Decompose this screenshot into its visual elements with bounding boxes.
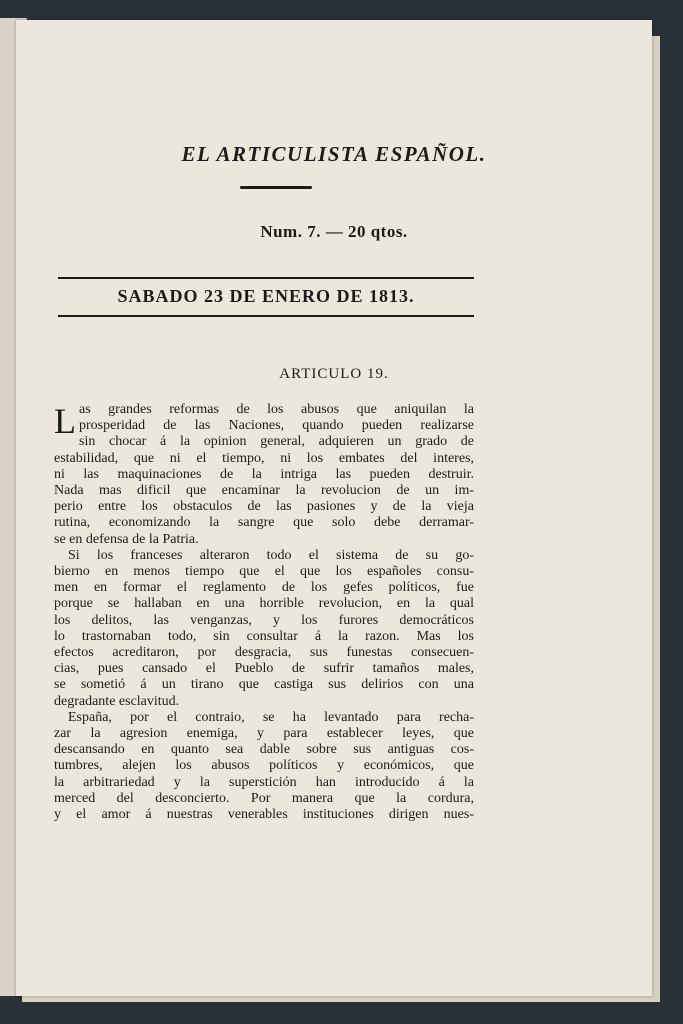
issue-date: SABADO 23 DE ENERO DE 1813. (117, 286, 415, 306)
text-line: tumbres, alejen los abusos políticos y económicos, que (54, 758, 474, 774)
top-rule (58, 277, 474, 279)
text-line: la arbitrariedad y la superstición han introducido á la (54, 774, 474, 790)
text-line: se en defensa de la Patria. (54, 531, 199, 547)
text-line: bierno en menos tiempo que el que los españoles consu- (54, 564, 474, 580)
text-line: degradante esclavitud. (54, 693, 180, 709)
masthead-title: EL ARTICULISTA ESPAÑOL. (181, 142, 487, 166)
text-line: estabilidad, que ni el tiempo, ni los embates del interes, (54, 450, 474, 466)
text-line: ni las maquinaciones de la intriga las pueden destruir. (54, 466, 474, 482)
text-line: men en formar el reglamento de los gefes políticos, fue (54, 580, 474, 596)
text-line: porque se hallaban en una horrible revolucion, en la qual (54, 596, 474, 612)
text-line: merced del desconcierto. Por manera que la cordura, (54, 790, 474, 806)
text-line: y el amor á nuestras venerables instituciones dirigen nues- (54, 807, 474, 823)
text-line: efectos acreditaron, por desgracia, sus funestas consecuen- (54, 645, 474, 661)
text-line: zar la agresion enemiga, y para establecer leyes, que (54, 726, 474, 742)
text-line: descansando en quanto sea dable sobre sus antiguas cos- (54, 742, 474, 758)
text-line: rutina, economizando la sangre que solo debe derramar- (54, 515, 474, 531)
article-body (54, 402, 474, 823)
text-line: prosperidad de las Naciones, quando pueden realizarse (79, 418, 474, 434)
text-line: cias, pues cansado el Pueblo de sufrir tamaños males, (54, 661, 474, 677)
text-line: Nada mas dificil que encaminar la revolucion de un im- (54, 483, 474, 499)
ornament-rule (240, 186, 312, 189)
text-line: se sometió á un tirano que castiga sus delirios con una (54, 677, 474, 693)
text-line: perio entre los obstaculos de las pasiones y de la vieja (54, 499, 474, 515)
text-line: los delitos, las venganzas, y los furores democráticos (54, 612, 474, 628)
issue-number: Num. 7. — 20 qtos. (260, 222, 408, 241)
text-line: Si los franceses alteraron todo el sistema de su go- (68, 547, 474, 563)
text-line: España, por el contraio, se ha levantado para recha- (68, 709, 474, 725)
drop-cap: L (54, 401, 76, 441)
text-line: sin chocar á la opinion general, adquieren un grado de (79, 434, 474, 450)
newspaper-page (16, 20, 652, 996)
article-title: ARTICULO 19. (279, 366, 389, 382)
bottom-rule (58, 315, 474, 317)
text-line: as grandes reformas de los abusos que aniquilan la (79, 402, 474, 417)
text-line: lo trastornaban todo, sin consultar á la razon. Mas los (54, 628, 474, 644)
